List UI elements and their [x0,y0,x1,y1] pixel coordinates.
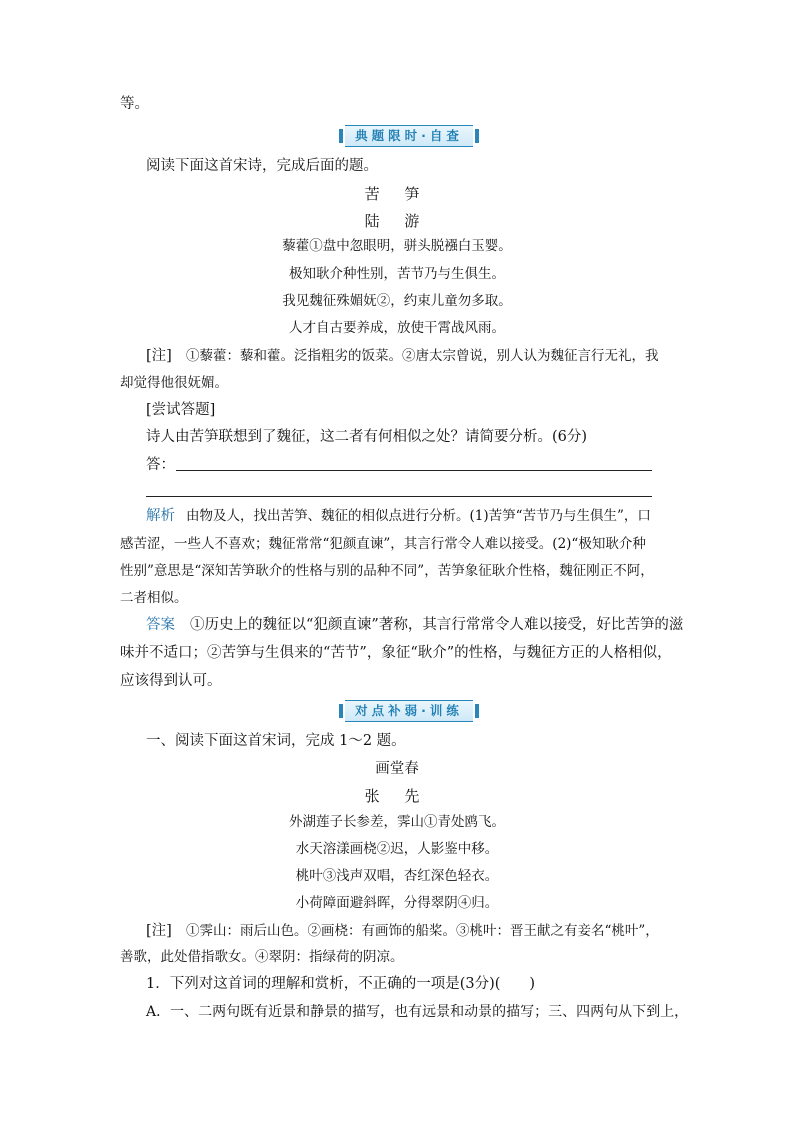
top-fragment: 等。 [120,96,149,112]
reading-intro-poem: 阅读下面这首宋诗，完成后面的题。 [146,158,378,174]
poem2-line: 外湖莲子长参差，霁山①青处鸥飞。 [289,814,505,830]
poem2-title: 画堂春 [375,761,419,777]
reading-intro-ci: 一、阅读下面这首宋词，完成 1～2 题。 [146,733,406,749]
poem1-title: 苦 笋 [364,185,430,203]
answer-key-text: 味并不适口；②苦笋与生俱来的“苦节”，象征“耿介”的性格，与魏征方正的人格相似， [120,645,672,661]
analysis-text: 感苦涩，一些人不喜欢；魏征常常“犯颜直谏”，其言行常令人难以接受。(2)“极知耿介种 [120,536,646,552]
poem2-author: 张 先 [364,787,430,805]
poem1-line: 人才自古要养成，放使干霄战风雨。 [289,320,505,336]
note2-label: [注] [146,923,172,939]
section-banner-practice: 典题限时·自查 [345,125,473,147]
note1-text: ①藜藿：藜和藿。泛指粗劣的饭菜。②唐太宗曾说，别人认为魏征言行无礼，我 [186,348,659,364]
option-a: A．一、二两句既有近景和静景的描写，也有远景和动景的描写；三、四两句从下到上， [146,1004,689,1020]
answer-key-text: 应该得到认可。 [120,673,222,689]
section-banner-training: 对点补弱·训练 [345,700,473,722]
poem1-line: 极知耿介种性别，苦节乃与生俱生。 [289,266,505,282]
poem1-author: 陆 游 [364,212,430,230]
try-answer-label: [尝试答题] [146,402,216,418]
question-1: 1．下列对这首词的理解和赏析，不正确的一项是(3分)( ) [146,976,536,992]
answer-line[interactable] [146,496,652,497]
analysis-text: 由物及人，找出苦笋、魏征的相似点进行分析。(1)苦笋“苦节乃与生俱生”，口 [186,508,651,524]
answer-key-text: ①历史上的魏征以“犯颜直谏”著称，其言行常常令人难以接受，好比苦笋的滋 [190,617,684,633]
answer-line[interactable] [176,470,652,471]
poem1-line: 我见魏征殊媚妩②，约束儿童勿多取。 [282,293,512,309]
note2-text-cont: 善歌，此处借指歌女。④翠阴：指绿荷的阴凉。 [120,949,404,965]
question-text: 诗人由苦笋联想到了魏征，这二者有何相似之处？请简要分析。(6分) [146,429,588,445]
poem2-line: 小荷障面避斜晖，分得翠阴④归。 [295,895,499,911]
poem1-line: 藜藿①盘中忽眼明，骈头脱襁白玉婴。 [282,238,512,254]
analysis-text: 性别”意思是“深知苦笋耿介的性格与别的品种不同”，苦笋象征耿介性格，魏征刚正不阿， [120,563,654,579]
answer-label: 答： [146,457,175,473]
analysis-label: 解析 [146,508,175,524]
note2-text: ①霁山：雨后山色。②画桡：有画饰的船桨。③桃叶：晋王献之有妾名“桃叶”， [186,923,659,939]
poem2-line: 水天溶漾画桡②迟，人影鉴中移。 [295,841,499,857]
poem2-line: 桃叶③浅声双唱，杏红深色轻衣。 [295,868,499,884]
analysis-text: 二者相似。 [120,590,188,606]
note1-label: [注] [146,348,172,364]
note1-text-cont: 却觉得他很妩媚。 [120,375,228,391]
answer-key-label: 答案 [146,617,175,633]
